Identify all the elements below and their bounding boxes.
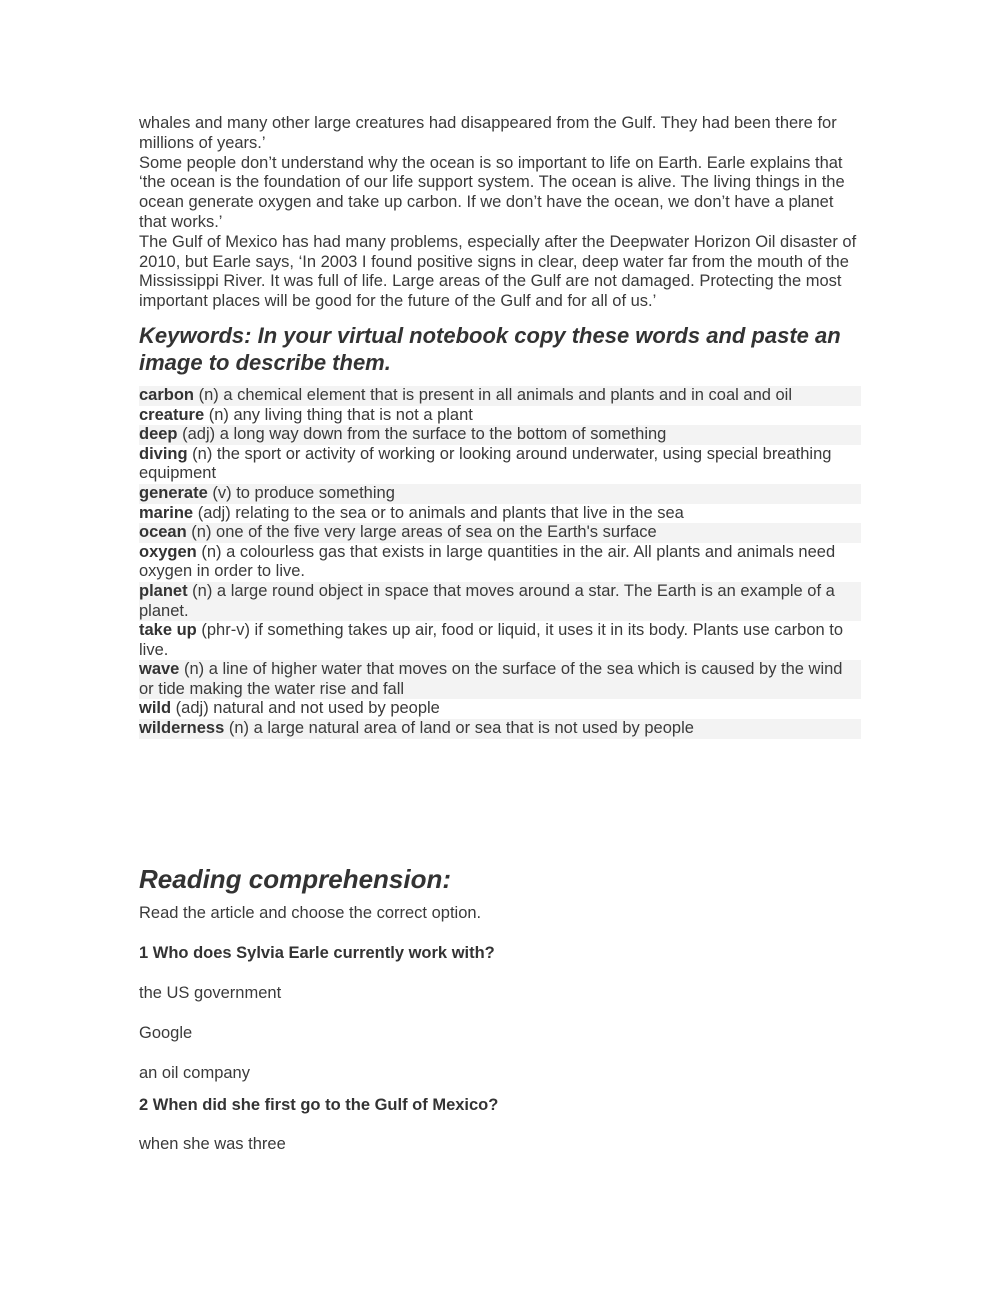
keywords-heading: Keywords: In your virtual notebook copy these words and paste an image to describe them. xyxy=(139,322,841,375)
q1-option-3[interactable]: an oil company xyxy=(139,1064,250,1082)
keyword-definition: (adj) natural and not used by people xyxy=(171,699,440,718)
keyword-term: carbon xyxy=(139,385,195,404)
keyword-item xyxy=(139,719,861,739)
reading-comprehension-heading: Reading comprehension: xyxy=(139,864,452,894)
keyword-item xyxy=(139,660,861,699)
keyword-item xyxy=(139,504,861,524)
article-paragraph-2: Some people don’t understand why the ocean is so important to life on Earth. Earle explains that ‘the ocean is the foundation of our life support system. The ocean is alive. The living things in the ocean generate oxygen and take up carbon. If we don’t have the ocean, we don’t have a planet that works.’ xyxy=(139,153,845,231)
keyword-item xyxy=(139,406,861,426)
keyword-term: take up xyxy=(139,621,197,640)
keyword-item xyxy=(139,523,861,543)
keyword-term: generate xyxy=(139,483,208,502)
keyword-definition: (n) a line of higher water that moves on the surface of the sea which is caused by the wind or tide making the water rise and fall xyxy=(139,660,843,698)
reading-instruction: Read the article and choose the correct option. xyxy=(139,904,482,922)
keyword-term: ocean xyxy=(139,523,187,542)
keyword-definition: (v) to produce something xyxy=(207,483,395,502)
q1-option-1[interactable]: the US government xyxy=(139,984,282,1002)
keyword-definition: (adj) a long way down from the surface to the bottom of something xyxy=(177,425,667,444)
keyword-term: planet xyxy=(139,581,188,600)
keyword-list xyxy=(139,386,861,739)
keyword-item xyxy=(139,484,861,504)
keyword-item xyxy=(139,543,861,582)
keyword-definition: (n) any living thing that is not a plant xyxy=(204,405,473,424)
article-section xyxy=(139,114,861,739)
keyword-term: deep xyxy=(139,425,178,444)
keyword-item xyxy=(139,582,861,621)
q2-option-1[interactable]: when she was three xyxy=(139,1135,286,1153)
keyword-item xyxy=(139,445,861,484)
q1-option-2[interactable]: Google xyxy=(139,1024,193,1042)
keyword-definition: (n) a large natural area of land or sea that is not used by people xyxy=(224,719,694,738)
keyword-term: wave xyxy=(139,660,180,679)
keyword-definition: (n) a large round object in space that moves around a star. The Earth is an example of a planet. xyxy=(139,581,835,620)
keyword-term: diving xyxy=(139,444,188,463)
keyword-definition: (n) the sport or activity of working or looking around underwater, using special breathing equipment xyxy=(139,444,832,483)
keyword-definition: (phr-v) if something takes up air, food or liquid, it uses it in its body. Plants use carbon to live. xyxy=(139,621,844,659)
question-1: 1 Who does Sylvia Earle currently work with? xyxy=(139,944,495,962)
keyword-item xyxy=(139,425,861,445)
article-paragraph-3: The Gulf of Mexico has had many problems, especially after the Deepwater Horizon Oil disaster of 2010, but Earle says, ‘In 2003 I found positive signs in clear, deep water far from the mouth of the Mississippi River. It was full of life. Large areas of the Gulf are not damaged. Protecting the most important places will be good for the future of the Gulf and for all of us.’ xyxy=(139,232,857,311)
keyword-term: oxygen xyxy=(139,542,197,561)
keyword-definition: (n) a chemical element that is present in all animals and plants and in coal and oil xyxy=(194,385,793,404)
keyword-term: wilderness xyxy=(139,719,225,738)
article-paragraph-1: whales and many other large creatures had disappeared from the Gulf. They had been there for millions of years.’ xyxy=(139,114,837,152)
keyword-definition: (n) one of the five very large areas of sea on the Earth's surface xyxy=(186,523,657,542)
keyword-item xyxy=(139,699,861,719)
keyword-term: wild xyxy=(139,699,172,718)
keyword-definition: (n) a colourless gas that exists in large quantities in the air. All plants and animals need oxygen in order to live. xyxy=(139,542,836,581)
question-2: 2 When did she first go to the Gulf of Mexico? xyxy=(139,1096,499,1114)
keyword-item xyxy=(139,621,861,660)
keyword-definition: (adj) relating to the sea or to animals and plants that live in the sea xyxy=(193,503,684,522)
keyword-term: creature xyxy=(139,405,205,424)
keyword-item xyxy=(139,386,861,406)
keyword-term: marine xyxy=(139,503,194,522)
